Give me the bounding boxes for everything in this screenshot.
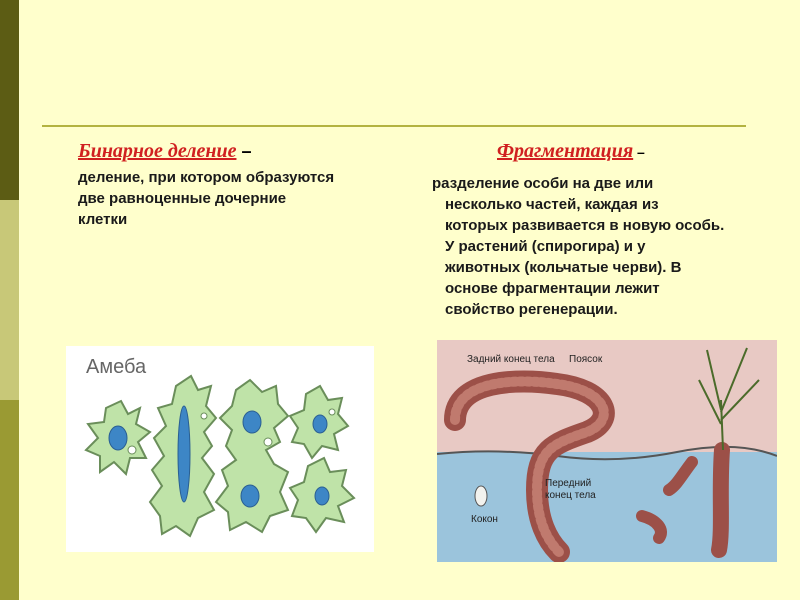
amoeba-nucleus (315, 487, 329, 505)
definition-line: клетки (78, 211, 128, 228)
sidebar-block-dark (0, 0, 19, 200)
amoeba-drawing (66, 346, 374, 552)
definition-line: основе фрагментации лежит (445, 280, 660, 297)
sidebar-block-mid (0, 400, 19, 600)
label-tail-end: Задний конец тела (467, 354, 555, 365)
label-front-end-2: конец тела (545, 490, 596, 501)
binary-division-definition (78, 167, 398, 230)
slide-sidebar (0, 0, 19, 600)
amoeba-nucleus (241, 485, 259, 507)
amoeba-nucleus (178, 406, 190, 502)
definition-line: У растений (спирогира) и у (445, 238, 646, 255)
right-dash: – (633, 144, 645, 160)
earthworm-illustration (437, 340, 777, 562)
left-heading (78, 140, 251, 163)
left-dash: – (236, 141, 252, 161)
definition-line: две равноценные дочерние (78, 190, 287, 207)
definition-line: разделение особи на две или (432, 175, 654, 192)
definition-line: животных (кольчатые черви). В (445, 259, 682, 276)
cocoon (475, 486, 487, 506)
amoeba-nucleus (109, 426, 127, 450)
definition-line: которых развивается в новую особь. (445, 217, 725, 234)
definition-line: свойство регенерации. (445, 301, 618, 318)
amoeba-dividing-cell (216, 380, 288, 532)
amoeba-illustration (66, 346, 374, 552)
label-front-end-1: Передний (545, 478, 592, 489)
worm-fragment (719, 450, 722, 550)
earthworm-drawing (437, 340, 777, 562)
amoeba-nucleus (243, 411, 261, 433)
definition-line: несколько частей, каждая из (445, 196, 659, 213)
amoeba-label: Амеба (86, 356, 147, 378)
label-belt: Поясок (569, 354, 603, 365)
binary-division-term: Бинарное деление (78, 140, 237, 162)
sidebar-block-light (0, 200, 19, 400)
fragmentation-definition (432, 173, 792, 320)
amoeba-nucleus (313, 415, 327, 433)
right-heading (497, 140, 645, 163)
label-cocoon: Кокон (471, 514, 498, 525)
definition-line: деление, при котором образуются (78, 169, 335, 186)
title-divider (42, 125, 746, 127)
fragmentation-term: Фрагментация (497, 140, 634, 162)
